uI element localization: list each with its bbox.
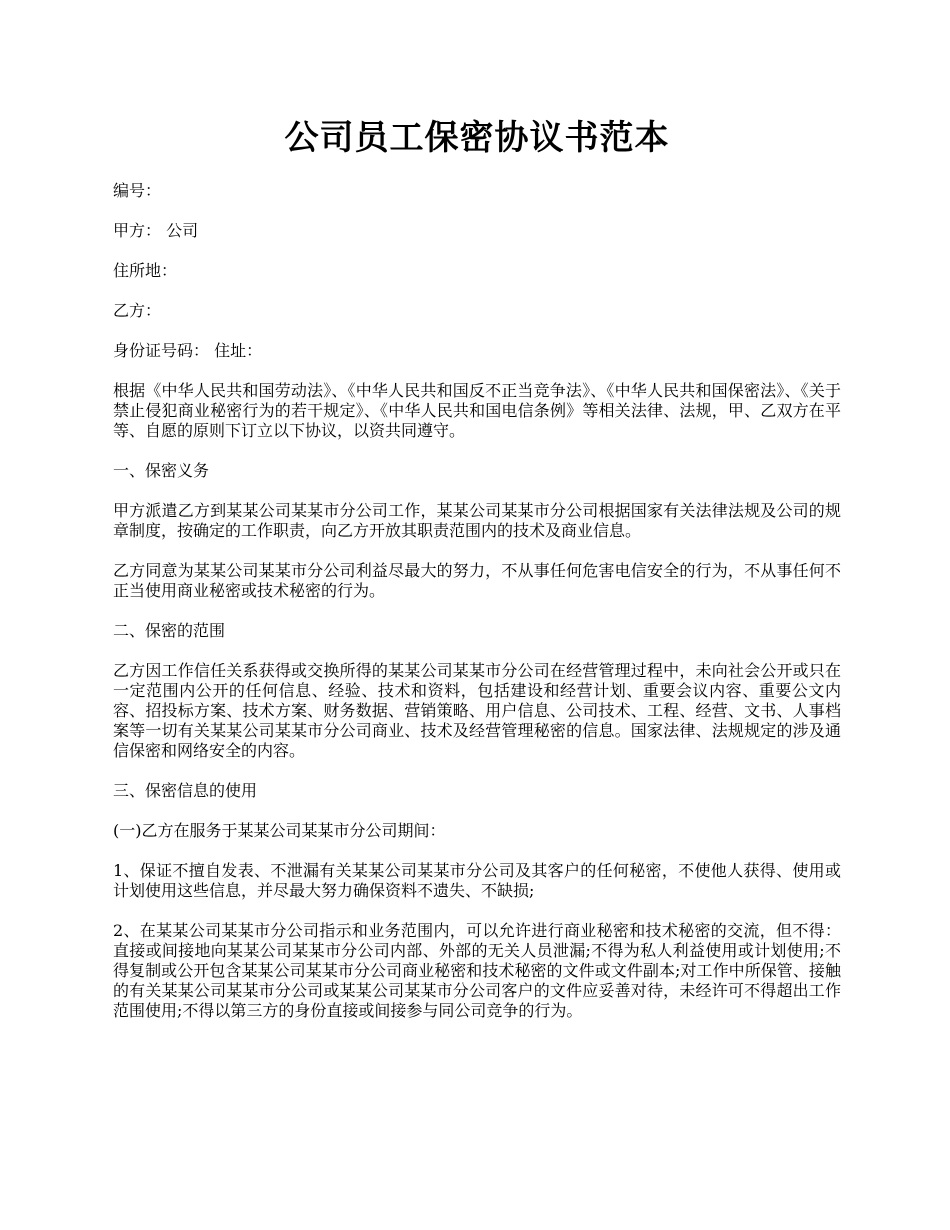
number-field (113, 181, 841, 201)
number-label: 编号： (113, 181, 162, 200)
section-1-paragraph-2: 乙方同意为某某公司某某市分公司利益尽最大的努力，不从事任何危害电信安全的行为，不从事任何不正当使用商业秘密或技术秘密的行为。 (113, 561, 841, 600)
id-label: 身份证号码： (113, 341, 210, 360)
party-a-value: 公司 (166, 221, 199, 240)
party-a-label: 甲方： (113, 221, 162, 240)
section-1-paragraph-1: 甲方派遣乙方到某某公司某某市分公司工作，某某公司某某市分公司根据国家有关法律法规及公司的规章制度，按确定的工作职责，向乙方开放其职责范围内的技术及商业信息。 (113, 501, 841, 540)
section-1-heading: 一、保密义务 (113, 461, 210, 480)
section-3-subheading: (一)乙方在服务于某某公司某某市分公司期间： (113, 821, 446, 840)
section-3-item-1: 1、保证不擅自发表、不泄漏有关某某公司某某市分公司及其客户的任何秘密，不使他人获得、使用或计划使用这些信息，并尽最大努力确保资料不遗失、不缺损; (113, 861, 841, 900)
document-page (113, 0, 841, 1021)
address-label: 住所地： (113, 261, 178, 280)
party-a-field (113, 221, 841, 241)
intro-paragraph: 根据《中华人民共和国劳动法》、《中华人民共和国反不正当竞争法》、《中华人民共和国保密法》、《关于禁止侵犯商业秘密行为的若干规定》、《中华人民共和国电信条例》等相关法律、法规，甲、乙双方在平等、自愿的原则下订立以下协议，以资共同遵守。 (113, 381, 841, 440)
section-3-item-2: 2、在某某公司某某市分公司指示和业务范围内，可以允许进行商业秘密和技术秘密的交流，但不得：直接或间接地向某某公司某某市分公司内部、外部的无关人员泄漏;不得为私人利益使用或计划使用;不得复制或公开包含某某公司某某市分公司商业秘密和技术秘密的文件或文件副本;对工作中所保管、接触的有关某某公司某某市分公司或某某公司某某市分公司客户的文件应妥善对待，未经许可不得超出工作范围使用;不得以第三方的身份直接或间接参与同公司竞争的行为。 (113, 921, 841, 1020)
section-2-paragraph-1: 乙方因工作信任关系获得或交换所得的某某公司某某市分公司在经营管理过程中，未向社会公开或只在一定范围内公开的任何信息、经验、技术和资料，包括建设和经营计划、重要会议内容、重要公文内容、招投标方案、技术方案、财务数据、营销策略、用户信息、公司技术、工程、经营、文书、人事档案等一切有关某某公司某某市分公司商业、技术及经营管理秘密的信息。国家法律、法规规定的涉及通信保密和网络安全的内容。 (113, 661, 841, 760)
document-title: 公司员工保密协议书范本 (284, 118, 670, 158)
party-b-field (113, 301, 841, 321)
section-3-heading: 三、保密信息的使用 (113, 781, 258, 800)
id-residence-field (113, 341, 841, 361)
party-b-label: 乙方： (113, 301, 162, 320)
section-2-heading: 二、保密的范围 (113, 621, 226, 640)
residence-label: 住址： (214, 341, 263, 360)
address-field (113, 261, 841, 281)
